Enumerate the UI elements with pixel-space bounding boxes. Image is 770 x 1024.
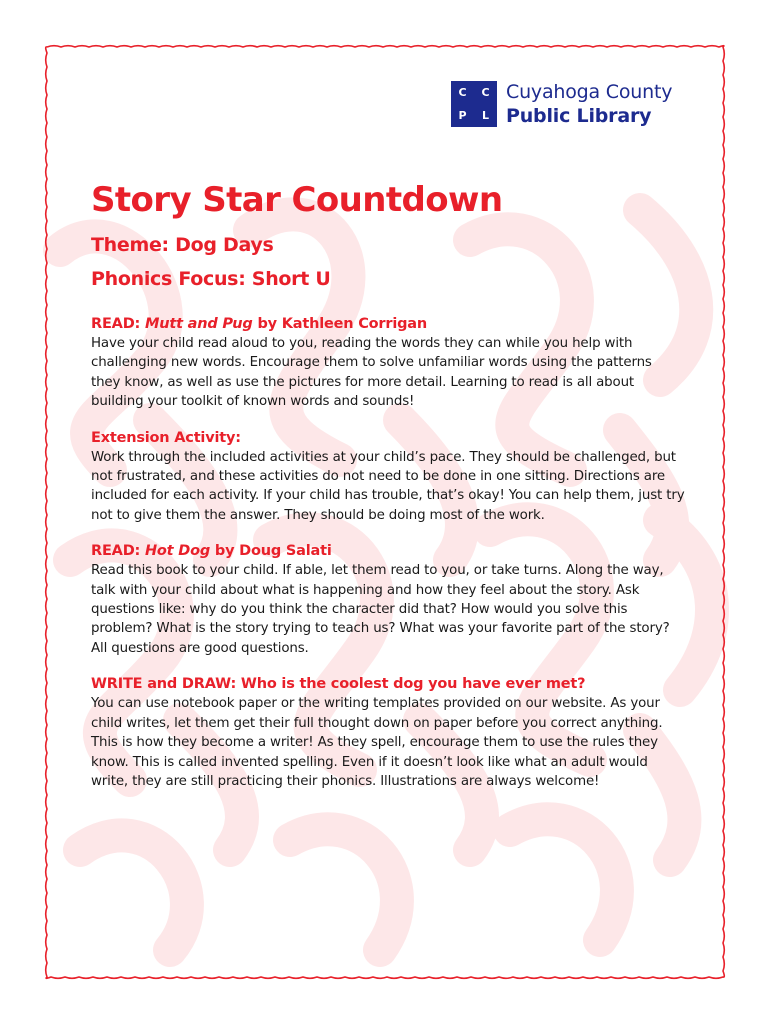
- heading-prefix: READ:: [91, 316, 145, 332]
- library-logo: [451, 80, 672, 128]
- section-heading: [91, 541, 685, 561]
- section-heading: Extension Activity:: [91, 429, 241, 446]
- section-read-hot-dog: [91, 541, 685, 658]
- section-write-and-draw: [91, 674, 685, 791]
- section-body: Have your child read aloud to you, reading the words they can while you help with challenging new words. Encourage them to solve unfamiliar words using the patterns they know, as well as use the pictures for more detail. Learning to read is all about building your toolkit of known words and sounds!: [91, 336, 652, 410]
- section-read-mutt-and-pug: [91, 314, 685, 412]
- section-body: You can use notebook paper or the writing templates provided on our website. As your child writes, let them get their full thought down on paper before you correct anything. This is how they become a writer! As they spell, encourage them to use the rules they know. This is called invented spelling. Even if it doesn’t look like what an adult would write, they are still practicing their phonics. Illustrations are always welcome!: [91, 696, 663, 789]
- heading-author: by Doug Salati: [210, 543, 332, 560]
- logo-wordmark: [506, 80, 672, 128]
- section-heading: WRITE and DRAW: Who is the coolest dog you have ever met?: [91, 676, 586, 693]
- section-body: Work through the included activities at your child’s pace. They should be challenged, but not frustrated, and these activities do not need to be done in one sitting. Directions are included for each activity. If your child has trouble, that’s okay! You can help them, just try not to give them the answer. They should be doing most of the work.: [91, 449, 685, 523]
- logo-letter: P: [458, 109, 467, 122]
- heading-author: by Kathleen Corrigan: [252, 316, 427, 332]
- book-title: Hot Dog: [144, 543, 211, 560]
- section-body: Read this book to your child. If able, let them read to you, or take turns. Along the way, talk with your child about what is happening and how they feel about the story. Ask questions like: why do you think the character did that? How would you solve this problem? What is the story trying to teach us? What was your favorite part of the story? All questions are good questions.: [91, 563, 670, 656]
- logo-name-line1: Cuyahoga County: [506, 81, 673, 103]
- page-title: Story Star Countdown: [91, 180, 503, 220]
- main-content: [91, 176, 685, 791]
- logo-letter: C: [458, 86, 467, 99]
- section-heading: [91, 314, 685, 334]
- logo-letter: C: [481, 86, 490, 99]
- logo-mark: [451, 81, 497, 127]
- heading-prefix: READ:: [91, 543, 145, 560]
- book-title: Mutt and Pug: [144, 316, 253, 332]
- logo-name-line2: Public Library: [506, 105, 652, 127]
- theme-heading: Theme: Dog Days: [91, 234, 274, 256]
- section-extension-activity: [91, 428, 685, 526]
- logo-letter: L: [481, 109, 489, 122]
- phonics-focus-heading: Phonics Focus: Short U: [91, 268, 331, 290]
